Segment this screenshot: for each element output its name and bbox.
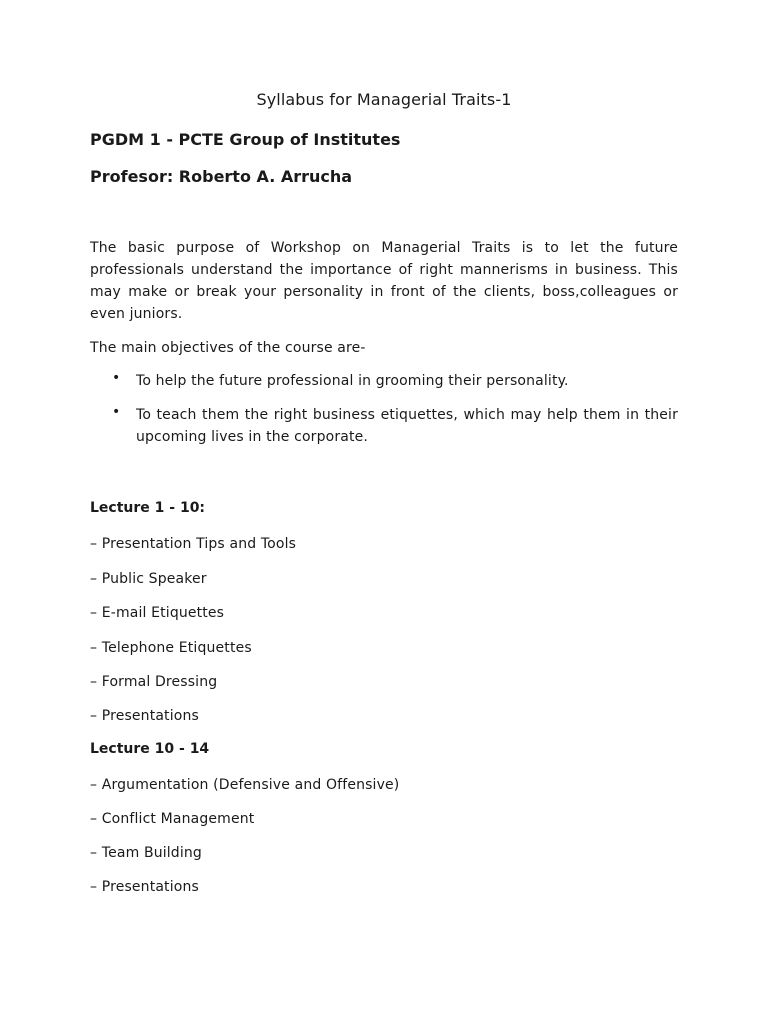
lecture-2-item: – Conflict Management [90,811,255,827]
objective-text: To help the future professional in grooming their personality. [136,373,569,389]
lecture-2-item: – Team Building [90,845,202,861]
objective-item [90,404,678,448]
lecture-1-heading: Lecture 1 - 10: [90,500,206,516]
lecture-1-item: – Formal Dressing [90,674,218,690]
intro-paragraph: The basic purpose of Workshop on Managerial Traits is to let the future professionals understand the importance of right mannerisms in business. This may make or break your personality in front of the clients, boss,colleagues or even juniors. [90,240,678,322]
bullet-icon: • [112,370,121,386]
lecture-1-item: – Presentations [90,708,199,724]
lecture-1-item: – Telephone Etiquettes [90,640,252,656]
program-line: PGDM 1 - PCTE Group of Institutes [90,130,401,149]
lecture-2-heading: Lecture 10 - 14 [90,741,210,757]
lecture-1-item: – Presentation Tips and Tools [90,536,297,552]
lecture-1-item: – E-mail Etiquettes [90,605,225,621]
bullet-icon: • [112,404,121,420]
lecture-2-item: – Presentations [90,879,199,895]
objective-text: To teach them the right business etiquettes, which may help them in their upcoming lives in the corporate. [136,407,678,445]
objectives-heading: The main objectives of the course are- [90,340,366,356]
document-title: Syllabus for Managerial Traits-1 [256,90,512,109]
lecture-2-item: – Argumentation (Defensive and Offensive) [90,777,400,793]
objectives-list [90,370,678,448]
professor-line: Profesor: Roberto A. Arrucha [90,167,353,186]
lecture-1-item: – Public Speaker [90,571,207,587]
objective-item [90,370,678,392]
